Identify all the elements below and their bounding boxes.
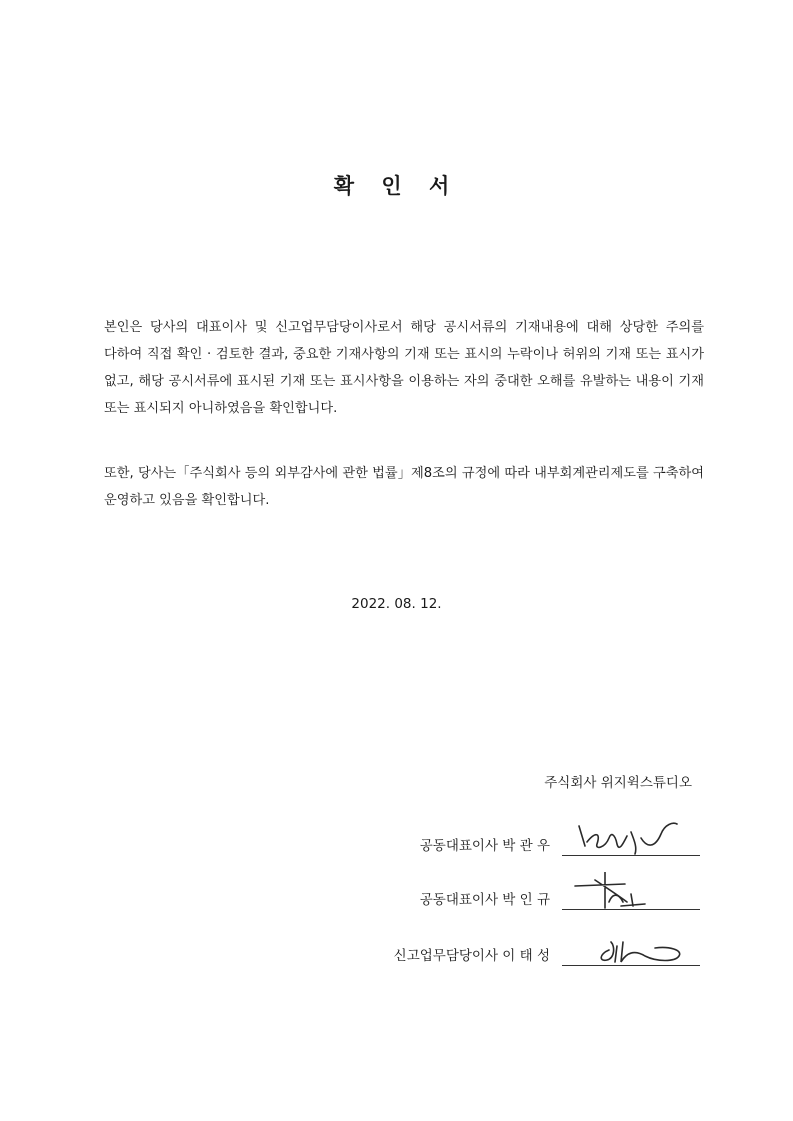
signature-row-3 (0, 936, 793, 976)
handwritten-signature-2 (565, 872, 695, 912)
company-name: 주식회사 위지윅스튜디오 (544, 775, 692, 791)
document-title: 확 인 서 (333, 174, 460, 198)
signatory-label: 공동대표이사 박 인 규 (419, 892, 550, 908)
signature-row-1 (0, 826, 793, 866)
signatory-label: 신고업무담당이사 이 태 성 (393, 948, 550, 964)
signatory-label: 공동대표이사 박 관 우 (419, 838, 550, 854)
confirmation-paragraph: 본인은 당사의 대표이사 및 신고업무담당이사로서 해당 공시서류의 기재내용에 대해 상당한 주의를 다하여 직접 확인 · 검토한 결과, 중요한 기재사항의 기재 또는 표시의 누락이나 허위의 기재 또는 표시가 없고, 해당 공시서류에 표시된 기재 또는 표시사항을 이용하는 자의 중대한 오해를 유발하는 내용이 기재 또는 표시되지 아니하였음을 확인합니다. (104, 320, 704, 416)
handwritten-signature-3 (565, 928, 695, 968)
internal-control-paragraph: 또한, 당사는「주식회사 등의 외부감사에 관한 법률」제8조의 규정에 따라 내부회계관리제도를 구축하여 운영하고 있음을 확인합니다. (104, 466, 704, 508)
document-date: 2022. 08. 12. (351, 596, 442, 612)
signature-row-2 (0, 880, 793, 920)
handwritten-signature-1 (565, 818, 695, 858)
